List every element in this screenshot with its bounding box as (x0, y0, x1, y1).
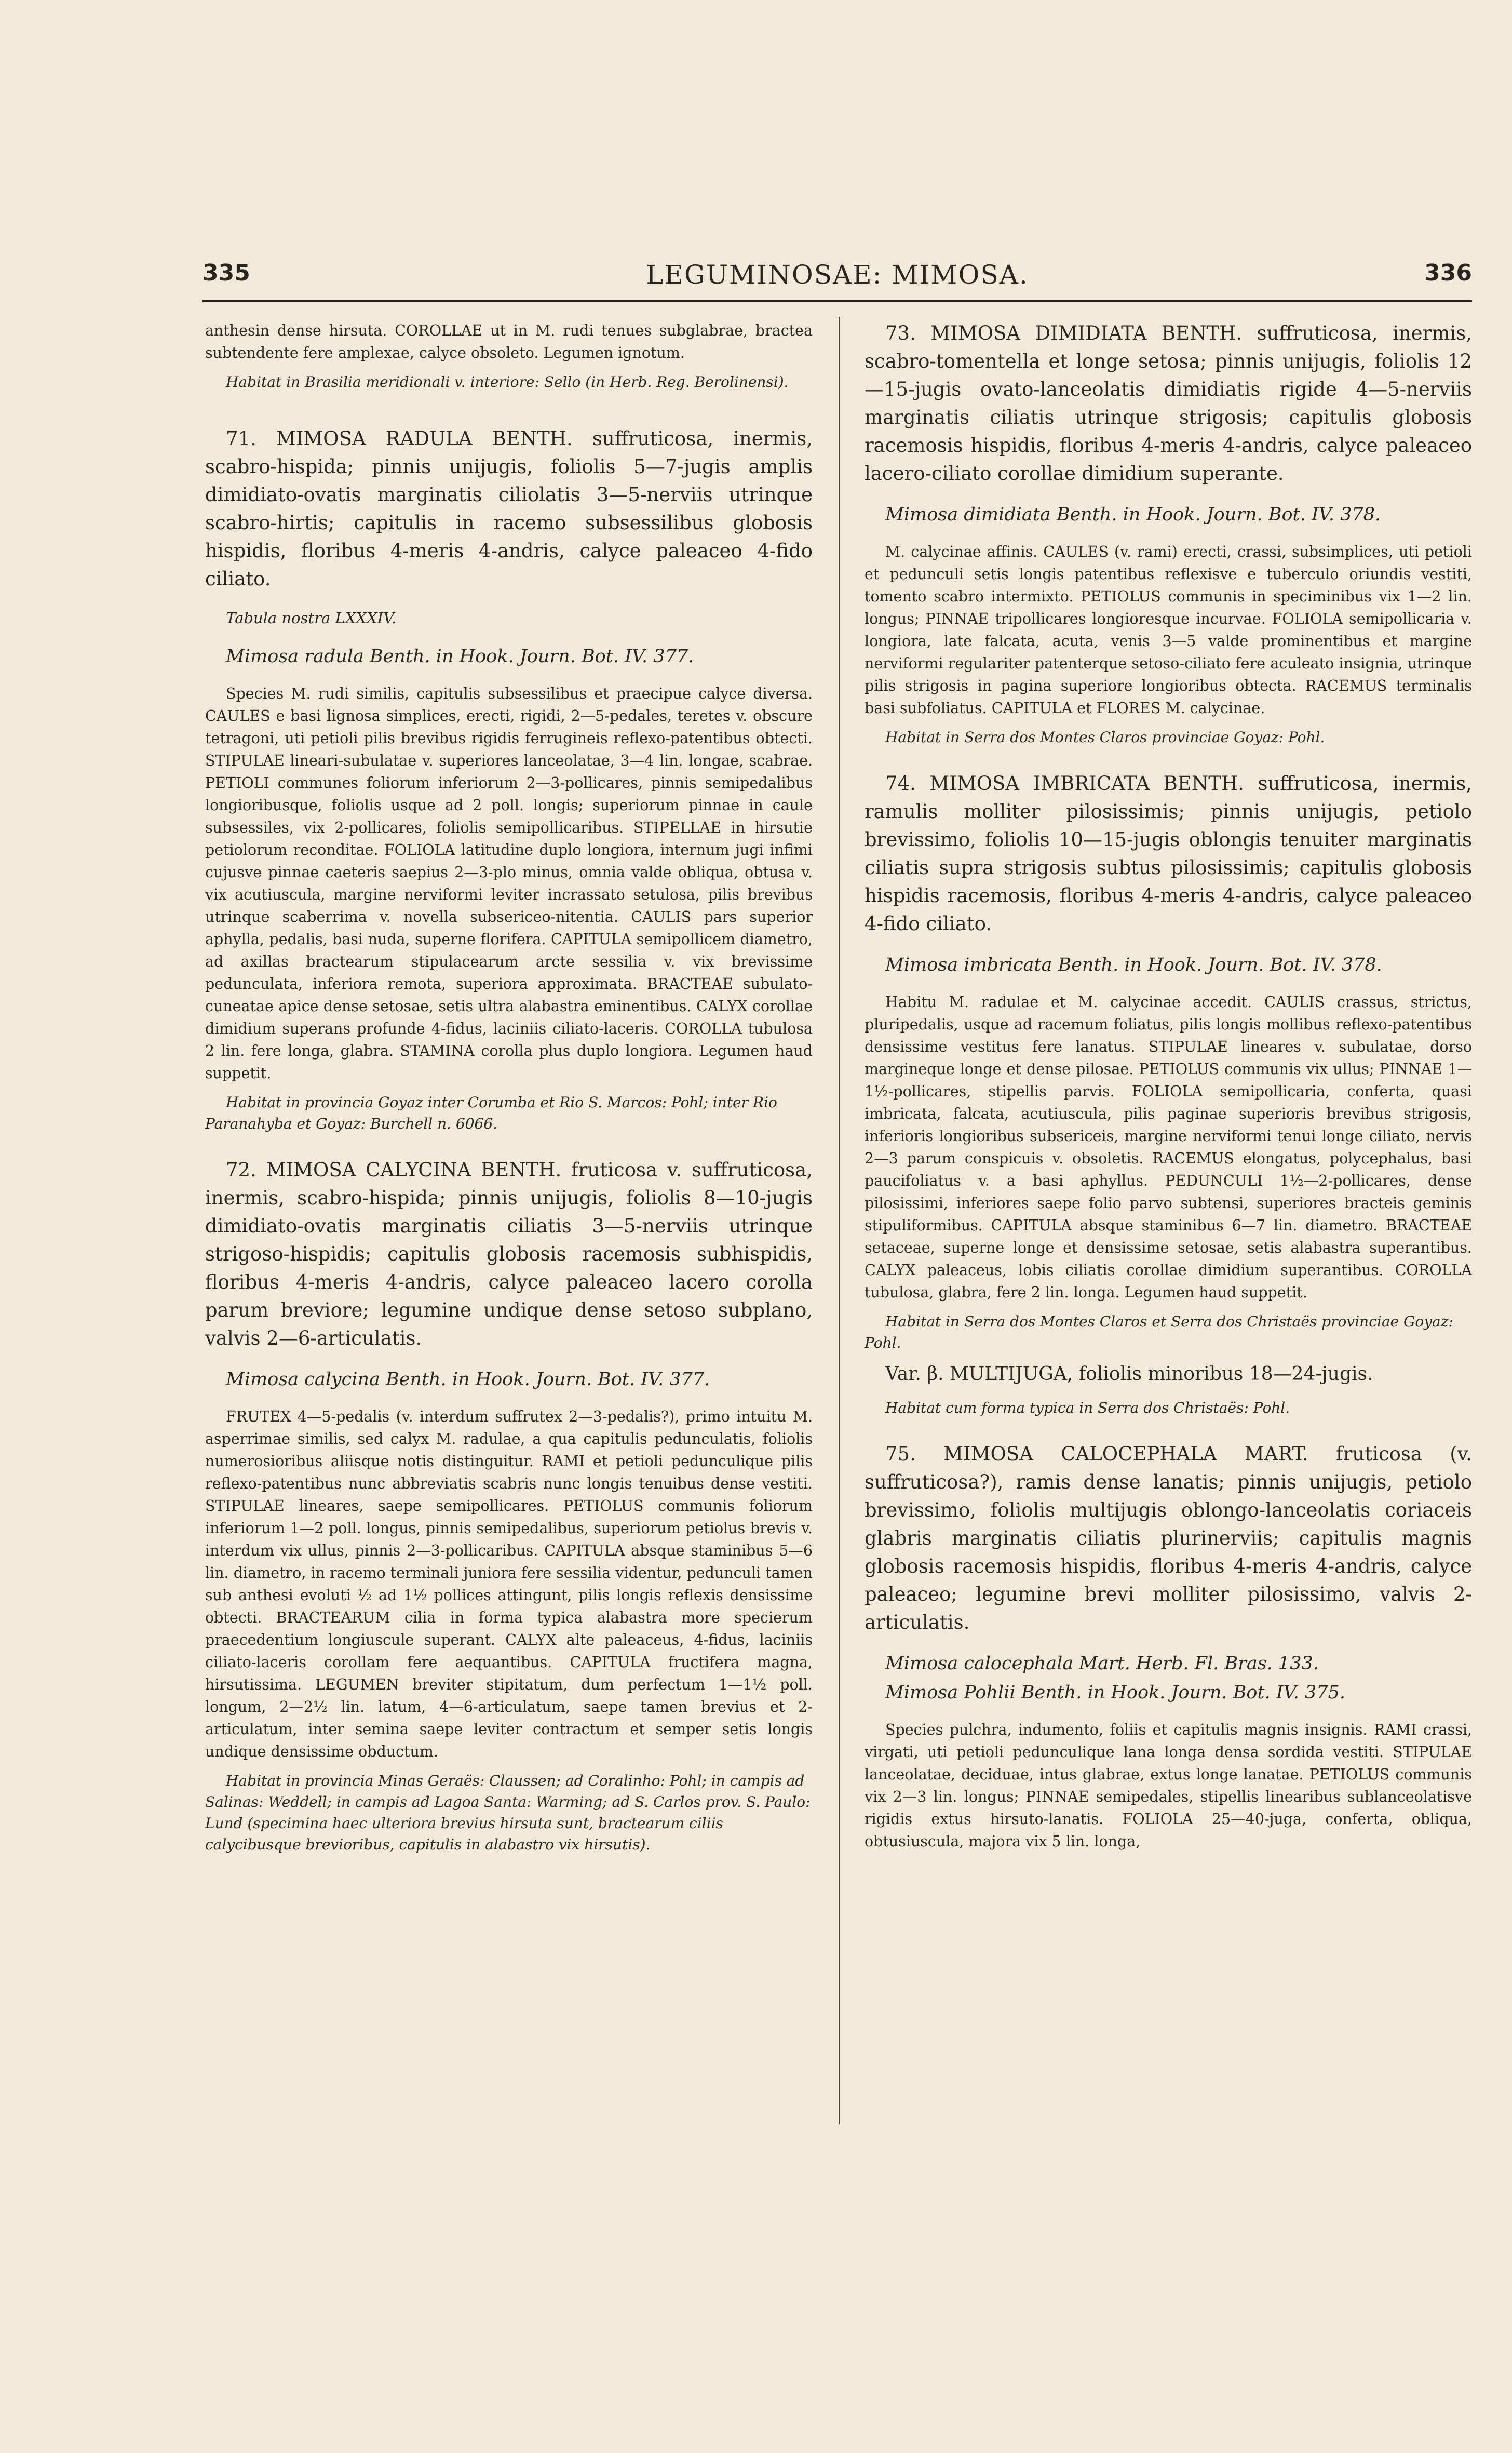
species-73-habitat: Habitat in Serra dos Montes Claros provinciae Goyaz: Pohl. (885, 729, 1325, 746)
page-number-right: 336 (1424, 260, 1472, 286)
species-74-variety-habitat: Habitat cum forma typica in Serra dos Christaës: Pohl. (885, 1399, 1290, 1416)
species-71-description: Species M. rudi similis, capitulis subsessilibus et praecipue calyce diversa. CAULES e basi lignosa simplices, erecti, rigidi, 2—5-pedales, teretes v. obscure tetragoni, uti petioli pilis brevibus rigidis ferrugineis reflexo-patentibus obtecti. STIPULAE lineari-subulatae v. superiores lanceolatae, 3—4 lin. longae, scabrae. PETIOLI communes foliorum inferiorum 2—3-pollicares, pinnis semipedalibus longioribusque, foliolis usque ad 2 poll. longis; superiorum pinnae in caule subsessiles, vix 2-pollicares, foliolis semipollicaribus. STIPELLAE in hirsutie petiolorum reconditae. FOLIOLA latitudine duplo longiora, internum jugi infimi cujusve pinnae caeteris saepius 2—3-plo minus, omnia valde obliqua, obtusa v. vix acutiuscula, margine nerviformi leviter incrassato setulosa, pilis brevibus utrinque scaberrima v. novella subsericeo-nitentia. CAULIS pars superior aphylla, pedalis, basi nuda, superne florifera. CAPITULA semipollicem diametro, ad axillas bractearum stipulacearum arcte sessilia v. vix brevissime pedunculata, inferiora remota, superiora approximata. BRACTEAE subulato-cuneatae apice dense setosae, setis ultra alabastra eminentibus. CALYX corollae dimidium superans profunde 4-fidus, laciniis ciliato-laceris. COROLLA tubulosa 2 lin. fere longa, glabra. STAMINA corolla plus duplo longiora. Legumen haud suppetit. (205, 685, 813, 1082)
species-71-habitat: Habitat in provincia Goyaz inter Corumba et Rio S. Marcos: Pohl; inter Rio Paranahyba et Goyaz: Burchell n. 6066. (205, 1094, 777, 1132)
habitat-paragraph: Habitat in Brasilia meridionali v. interiore: Sello (in Herb. Reg. Berolinensi). (226, 373, 789, 391)
species-74-habitat: Habitat in Serra dos Montes Claros et Serra dos Christaës provinciae Goyaz: Pohl. (865, 1313, 1453, 1351)
right-column (865, 319, 1472, 1860)
intro-paragraph: anthesin dense hirsuta. COROLLAE ut in M. rudi tenues subglabrae, bractea subtendente fere amplexae, calyce obsoleto. Legumen ignotum. (205, 322, 813, 361)
species-72-description: FRUTEX 4—5-pedalis (v. interdum suffrutex 2—3-pedalis?), primo intuitu M. asperrimae similis, sed calyx M. radulae, a qua capitulis pedunculatis, foliolis numerosioribus aliisque notis distinguitur. RAMI et petioli pedunculique pilis reflexo-patentibus nunc abbreviatis scabris nunc longis tenuibus dense vestiti. STIPULAE lineares, saepe semipollicares. PETIOLUS communis foliorum inferiorum 1—2 poll. longus, pinnis semipedalibus, superiorum petiolus brevis v. interdum vix ullus, pinnis 2—3-pollicaribus. CAPITULA absque staminibus 5—6 lin. diametro, in racemo terminali juniora fere sessilia videntur, pedunculi tamen sub anthesi evoluti ½ ad 1½ pollices attingunt, pilis longis reflexis densissime obtecti. BRACTEARUM cilia in forma typica alabastra more specierum praecedentium longiuscule superant. CALYX alte paleaceus, 4-fidus, laciniis ciliato-laceris corollam fere aequantibus. CAPITULA fructifera magna, hirsutissima. LEGUMEN breviter stipitatum, dum perfectum 1—1½ poll. longum, 2—2½ lin. latum, 4—6-articulatum, saepe tamen brevius et 2-articulatum, inter semina saepe leviter contractum et semper setis longis undique densissime obductum. (205, 1408, 813, 1760)
species-74-variety: Var. β. MULTIJUGA, foliolis minoribus 18—24-jugis. (885, 1363, 1373, 1385)
species-75-diagnosis: 75. MIMOSA CALOCEPHALA MART. fruticosa (v. suffruticosa?), ramis dense lanatis; pinnis unijugis, petiolo brevissimo, foliolis multijugis oblongo-lanceolatis coriaceis glabris marginatis ciliatis plurinerviis; capitulis magnis globosis racemosis hispidis, floribus 4-meris 4-andris, calyce paleaceo; legumine brevi molliter pilosissimo, valvis 2-articulatis. (865, 1443, 1472, 1633)
page-header (203, 260, 1472, 301)
species-73-diagnosis: 73. MIMOSA DIMIDIATA BENTH. suffruticosa, inermis, scabro-tomentella et longe setosa; pinnis unijugis, foliolis 12—15-jugis ovato-lanceolatis dimidiatis rigide 4—5-nerviis marginatis ciliatis utrinque strigosis; capitulis globosis racemosis hispidis, floribus 4-meris 4-andris, calyce paleaceo lacero-ciliato corollae dimidium superante. (865, 322, 1472, 485)
species-75-reference-2: Mimosa Pohlii Benth. in Hook. Journ. Bot. IV. 375. (885, 1682, 1345, 1703)
header-rule (203, 300, 1472, 302)
species-74-diagnosis: 74. MIMOSA IMBRICATA BENTH. suffruticosa, inermis, ramulis molliter pilosissimis; pinnis unijugis, petiolo brevissimo, foliolis 10—15-jugis oblongis tenuiter marginatis ciliatis supra strigosis subtus pilosissimis; capitulis globosis hispidis racemosis, floribus 4-meris 4-andris, calyce paleaceo 4-fido ciliato. (865, 772, 1472, 935)
running-title: LEGUMINOSAE: MIMOSA. (646, 260, 1029, 290)
species-73-reference: Mimosa dimidiata Benth. in Hook. Journ. Bot. IV. 378. (885, 504, 1381, 525)
species-75-reference-1: Mimosa calocephala Mart. Herb. Fl. Bras. 133. (885, 1653, 1319, 1674)
species-74-reference: Mimosa imbricata Benth. in Hook. Journ. Bot. IV. 378. (885, 955, 1382, 975)
species-72-diagnosis: 72. MIMOSA CALYCINA BENTH. fruticosa v. suffruticosa, inermis, scabro-hispida; pinnis unijugis, foliolis 8—10-jugis dimidiato-ovatis marginatis ciliatis 3—5-nerviis utrinque strigoso-hispidis; capitulis globosis racemosis subhispidis, floribus 4-meris 4-andris, calyce paleaceo lacero corolla parum breviore; legumine undique dense setoso subplano, valvis 2—6-articulatis. (205, 1159, 813, 1349)
species-73-description: M. calycinae affinis. CAULES (v. rami) erecti, crassi, subsimplices, uti petioli et pedunculi setis longis patentibus reflexisve e tuberculo oriundis vestiti, tomento scabro intermixto. PETIOLUS communis in speciminibus vix 1—2 lin. longus; PINNAE tripollicares longioresque incurvae. FOLIOLA semipollicaria v. longiora, late falcata, acuta, venis 3—5 valde prominentibus et margine nerviformi regulariter patenterque setoso-ciliato fere aculeato insignia, utrinque pilis strigosis in pagina superiore longioribus obtecta. RACEMUS terminalis basi subfoliatus. CAPITULA et FLORES M. calycinae. (865, 543, 1472, 717)
species-72-reference: Mimosa calycina Benth. in Hook. Journ. Bot. IV. 377. (226, 1369, 710, 1390)
page-number-left: 335 (203, 260, 250, 286)
species-72-habitat: Habitat in provincia Minas Geraës: Claussen; ad Coralinho: Pohl; in campis ad Salinas: Weddell; in campis ad Lagoa Santa: Warming; ad S. Carlos prov. S. Paulo: Lund (specimina haec ulteriora brevius hirsuta sunt, bractearum ciliis calycibusque brevioribus, capitulis in alabastro vix hirsutis). (205, 1772, 811, 1853)
column-divider (839, 317, 840, 2124)
species-71-plate: Tabula nostra LXXXIV. (226, 609, 397, 627)
species-71-reference: Mimosa radula Benth. in Hook. Journ. Bot. IV. 377. (226, 646, 694, 667)
species-74-description: Habitu M. radulae et M. calycinae accedit. CAULIS crassus, strictus, pluripedalis, usque ad racemum foliatus, pilis longis mollibus reflexo-patentibus densissime vestitus fere lanatus. STIPULAE lineares v. subulatae, dorso margineque longe et dense pilosae. PETIOLUS communis vix ullus; PINNAE 1—1½-pollicares, stipellis parvis. FOLIOLA semipollicaria, conferta, quasi imbricata, falcata, acutiuscula, pilis paginae superioris brevibus strigosis, inferioris longioribus subsericeis, margine nerviformi tenui longe ciliato, nervis 2—3 parum conspicuis v. obsoletis. RACEMUS elongatus, polycephalus, basi paucifoliatus v. a basi aphyllus. PEDUNCULI 1½—2-pollicares, dense pilosissimi, inferiores saepe folio parvo subtensi, superiores bracteis geminis stipuliformibus. CAPITULA absque staminibus 6—7 lin. diametro. BRACTEAE setaceae, superne longe et densissime setosae, setis alabastra superantibus. CALYX paleaceus, lobis ciliatis corollae dimidium superantibus. COROLLA tubulosa, glabra, fere 2 lin. longa. Legumen haud suppetit. (865, 994, 1472, 1301)
species-71-diagnosis: 71. MIMOSA RADULA BENTH. suffruticosa, inermis, scabro-hispida; pinnis unijugis, foliolis 5—7-jugis amplis dimidiato-ovatis marginatis ciliolatis 3—5-nerviis utrinque scabro-hirtis; capitulis in racemo subsessilibus globosis hispidis, floribus 4-meris 4-andris, calyce paleaceo 4-fido ciliato. (205, 427, 813, 590)
left-column (205, 319, 813, 1862)
species-75-description: Species pulchra, indumento, foliis et capitulis magnis insignis. RAMI crassi, virgati, uti petioli pedunculique lana longa densa sordida vestiti. STIPULAE lanceolatae, deciduae, intus glabrae, extus longe lanatae. PETIOLUS communis vix 2—3 lin. longus; PINNAE semipedales, stipellis linearibus sublanceolatisve rigidis extus hirsuto-lanatis. FOLIOLA 25—40-juga, conferta, obliqua, obtusiuscula, majora vix 5 lin. longa, (865, 1721, 1472, 1850)
